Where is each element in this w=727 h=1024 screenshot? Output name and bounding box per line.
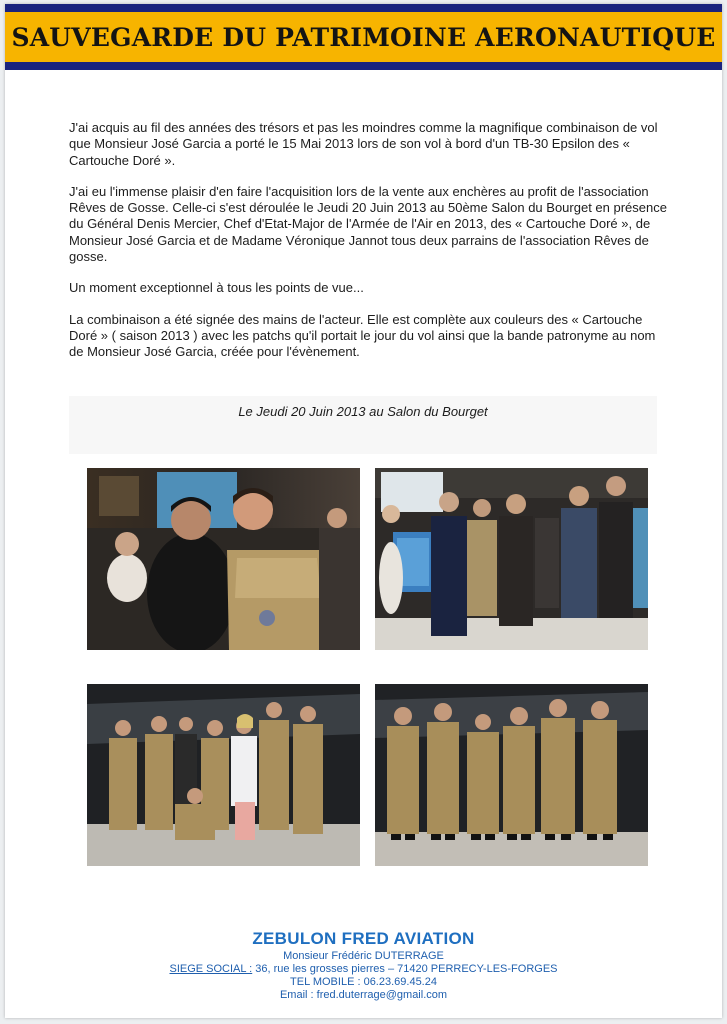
footer-siege-address: 36, rue les grosses pierres – 71420 PERRECY-LES-FORGES [252, 963, 558, 975]
header-banner [5, 4, 722, 70]
footer-siege-label: SIEGE SOCIAL : [169, 963, 253, 975]
footer-mobile: TEL MOBILE : 06.23.69.45.24 [290, 976, 437, 988]
paragraph-4: La combinaison a été signée des mains de l'acteur. Elle est complète aux couleurs des « Cartouche Doré » ( saison 2013 ) avec les patchs qu'il portait le jour du vol ainsi que la bande patronyme au nom de Monsieur José Garcia, créée pour l'évènement. [69, 311, 656, 360]
footer-siege [5, 963, 722, 976]
photo-vente-encheres-image [375, 468, 648, 650]
photo-vente-encheres [375, 468, 648, 650]
footer-email: Email : fred.duterrage@gmail.com [279, 989, 448, 1001]
photo-caption: Le Jeudi 20 Juin 2013 au Salon du Bourget [238, 404, 488, 419]
footer-name: Monsieur Frédéric DUTERRAGE [283, 950, 444, 962]
photo-equipe-cartouche-dore-image [87, 684, 360, 866]
paragraph-2: J'ai eu l'immense plaisir d'en faire l'acquisition lors de la vente aux enchères au profit de l'association Rêves de Gosse. Celle-ci s'est déroulée le Jeudi 20 Juin 2013 au 50ème Salon du Bourget en présence du Général Denis Mercier, Chef d'Etat-Major de l'Armée de l'Air en 2013, des « Cartouche Doré », de Monsieur José Garcia et de Madame Véronique Jannot tous deux parrains de l'association Rêves de gosse. [69, 183, 667, 265]
footer-brand: ZEBULON FRED AVIATION [252, 929, 475, 948]
photo-acteur-combinaison-image [87, 468, 360, 650]
paragraph-1: J'ai acquis au fil des années des trésors et pas les moindres comme la magnifique combinaison de vol que Monsieur José Garcia a porté le 15 Mai 2013 lors de son vol à bord d'un TB-30 Epsilon des « Cartouche Doré ». [69, 120, 658, 168]
page-title: SAUVEGARDE DU PATRIMOINE AERONAUTIQUE [11, 22, 716, 52]
photo-acteur-combinaison [87, 468, 360, 650]
document-page [5, 4, 722, 1018]
photo-equipe-cartouche-dore [87, 684, 360, 866]
header-band [5, 12, 722, 62]
photo-equipe-alignee [375, 684, 648, 866]
footer [5, 928, 722, 1002]
body-text [69, 120, 669, 376]
paragraph-3: Un moment exceptionnel à tous les points de vue... [69, 280, 364, 296]
caption-box [69, 396, 657, 454]
photo-equipe-alignee-image [375, 684, 648, 866]
